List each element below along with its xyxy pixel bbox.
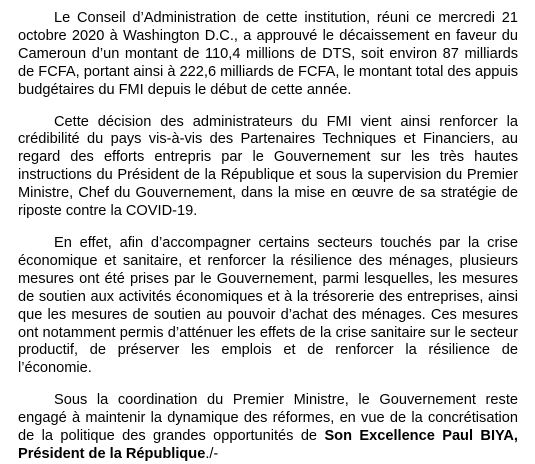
paragraph-4 <box>18 392 518 464</box>
paragraph-3: En effet, afin d’accompagner certains secteurs touchés par la crise économique et sanitaire, et renforcer la résilience des ménages, plusieurs mesures ont été prises par le Gouvernement, parmi lesquelles, les mesures de soutien aux activités économiques et à la trésorerie des entreprises, ainsi que les mesures de soutien au pouvoir d’achat des ménages. Ces mesures ont notamment permis d’atténuer les effets de la crise sanitaire sur le secteur productif, de préserver les emplois et de renforcer la résilience de l’économie. <box>18 234 518 377</box>
paragraph-2: Cette décision des administrateurs du FMI vient ainsi renforcer la crédibilité du pays vis-à-vis des Partenaires Techniques et Financiers, au regard des efforts entrepris par le Gouvernement sur les très hautes instructions du Président de la République et sous la supervision du Premier Ministre, Chef du Gouvernement, dans la mise en œuvre de sa stratégie de riposte contre la COVID-19. <box>18 113 518 220</box>
paragraph-4-bold-text: Son Excellence Paul BIYA, Président de la République <box>18 428 518 462</box>
paragraph-4-text: Sous la coordination du Premier Ministre, le Gouvernement reste engagé à maintenir la dynamique des réformes, en vue de la concrétisation de la politique des grandes opportunités de <box>18 392 518 445</box>
paragraph-4-end-text: ./- <box>205 445 219 462</box>
paragraph-1: Le Conseil d’Administration de cette institution, réuni ce mercredi 21 octobre 2020 à Washington D.C., a approuvé le décaissement en faveur du Cameroun d’un montant de 110,4 millions de DTS, soit environ 87 milliards de FCFA, portant ainsi à 222,6 milliards de FCFA, le montant total des appuis budgétaires du FMI depuis le début de cette année. <box>18 10 518 98</box>
document-page <box>18 10 518 464</box>
